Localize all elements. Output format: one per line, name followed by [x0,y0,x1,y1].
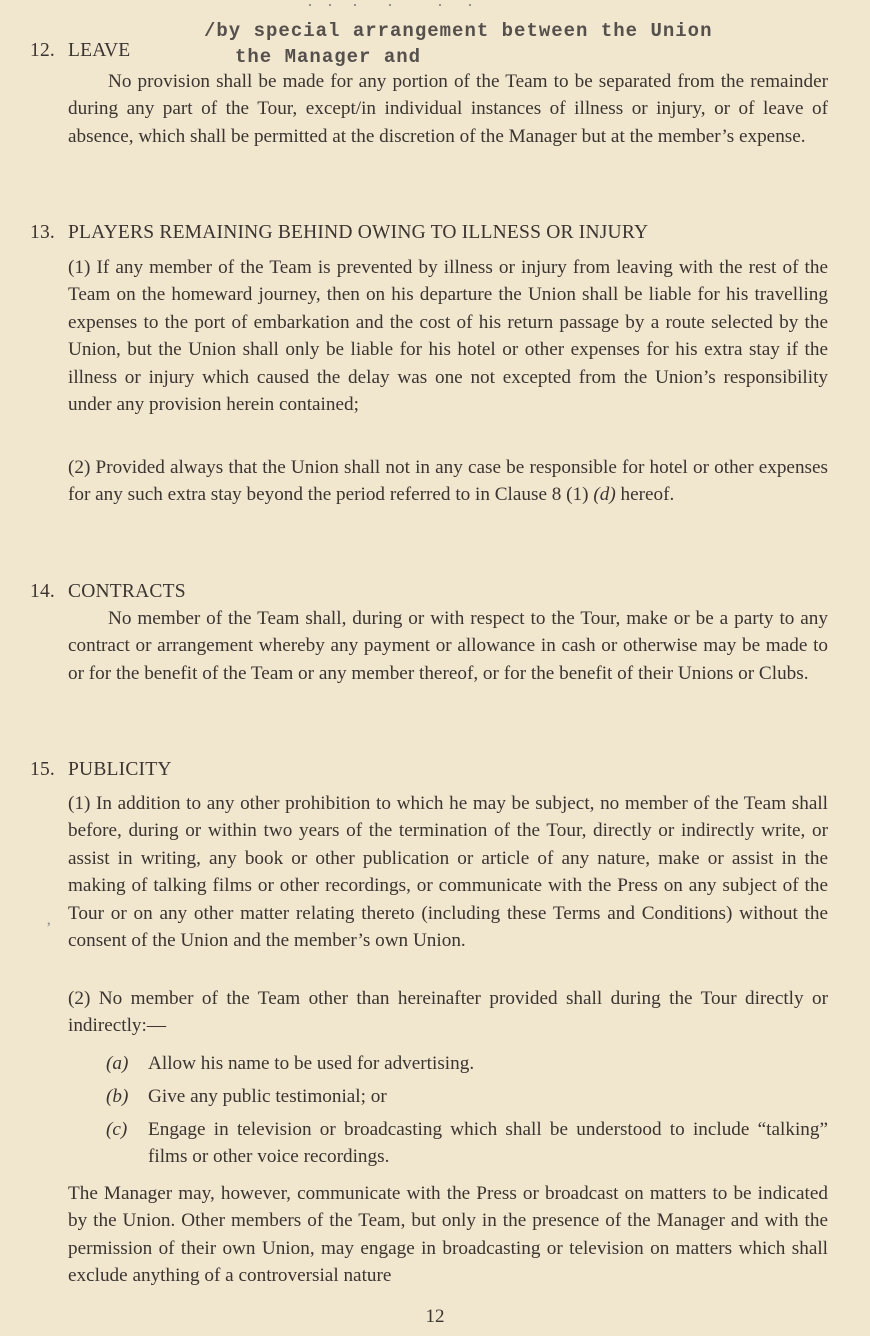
section-13-heading [30,222,648,244]
section-12-number: 12. [30,40,55,61]
section-14-title: CONTRACTS [68,581,186,602]
margin-tick-mark: ’ [46,920,52,937]
section-12-title: LEAVE [68,40,131,61]
section-12-paragraph: No provision shall be made for any portion of the Team to be separated from the remainder during any part of the Tour, except/in individual instances of illness or injury, or of leave of absence, which shall be permitted at the discretion of the Manager but at the member’s expense. [68,71,828,147]
typed-note-line-2: the Manager and [235,46,422,68]
section-15-closing-paragraph: The Manager may, however, communicate with the Press or broadcast on matters to be indicated by the Union. Other members of the Team, but only in the presence of the Manager and with the permission of their own Union, may engage in broadcasting or television on matters which shall exclude anything of a controversial nature [68,1183,828,1287]
section-15-subclause-1: (1) In addition to any other prohibition to which he may be subject, no member of the Team shall before, during or within two years of the termination of the Tour, directly or indirectly write, or assist in writing, any book or other publication or article of any nature, make or assist in the making of talking films or other recordings, or communicate with the Press on any subject of the Tour or on any other matter relating thereto (including these Terms and Conditions) without the consent of the Union and the member’s own Union. [68,793,828,952]
section-15-item-c [106,1116,828,1171]
item-c-text: Engage in television or broadcasting which shall be understood to include “talking” films or other voice recordings. [148,1119,828,1168]
item-c-marker: (c) [106,1119,128,1140]
section-13-subclause-1: (1) If any member of the Team is prevented by illness or injury from leaving with the rest of the Team on the homeward journey, then on his departure the Union shall be liable for his travelling expenses to the port of embarkation and the cost of his return passage by a route selected by the Union, but the Union shall only be liable for his hotel or other expenses for his extra stay if the illness or injury which caused the delay was one not excepted from the Union’s responsibility under any provision herein contained; [68,257,828,416]
section-14-number: 14. [30,581,55,602]
section-13-subclause-2-text: (2) Provided always that the Union shall not in any case be responsible for hotel or other expenses for any such extra stay beyond the period referred to in Clause 8 (1) [68,457,828,506]
section-13-subclause-2 [68,454,828,509]
section-12-heading [30,40,130,62]
page-number: 12 [425,1306,445,1327]
section-15-item-a [106,1050,828,1077]
section-13-subclause-2-tail: hereof. [615,484,675,506]
section-13-number: 13. [30,222,55,243]
section-15-subclause-2: (2) No member of the Team other than hereinafter provided shall during the Tour directly or indirectly:— [68,988,828,1037]
section-14-heading [30,581,186,603]
item-b-text: Give any public testimonial; or [148,1086,387,1107]
section-15-number: 15. [30,759,55,780]
section-15-title: PUBLICITY [68,759,172,780]
section-13-subclause-2-ref: (d) [593,484,616,506]
typed-note-line-1: /by special arrangement between the Union [204,20,713,42]
item-a-marker: (a) [106,1053,129,1074]
top-edge-specks [300,2,500,8]
section-13-title: PLAYERS REMAINING BEHIND OWING TO ILLNESS OR INJURY [68,222,649,243]
section-14-paragraph: No member of the Team shall, during or with respect to the Tour, make or be a party to any contract or arrangement whereby any payment or allowance in cash or otherwise may be made to or for the benefit of the Team or any member thereof, or for the benefit of their Unions or Clubs. [68,608,828,684]
section-15-heading [30,759,172,781]
item-a-text: Allow his name to be used for advertising. [148,1053,475,1074]
item-b-marker: (b) [106,1086,129,1107]
section-15-item-b [106,1083,828,1110]
